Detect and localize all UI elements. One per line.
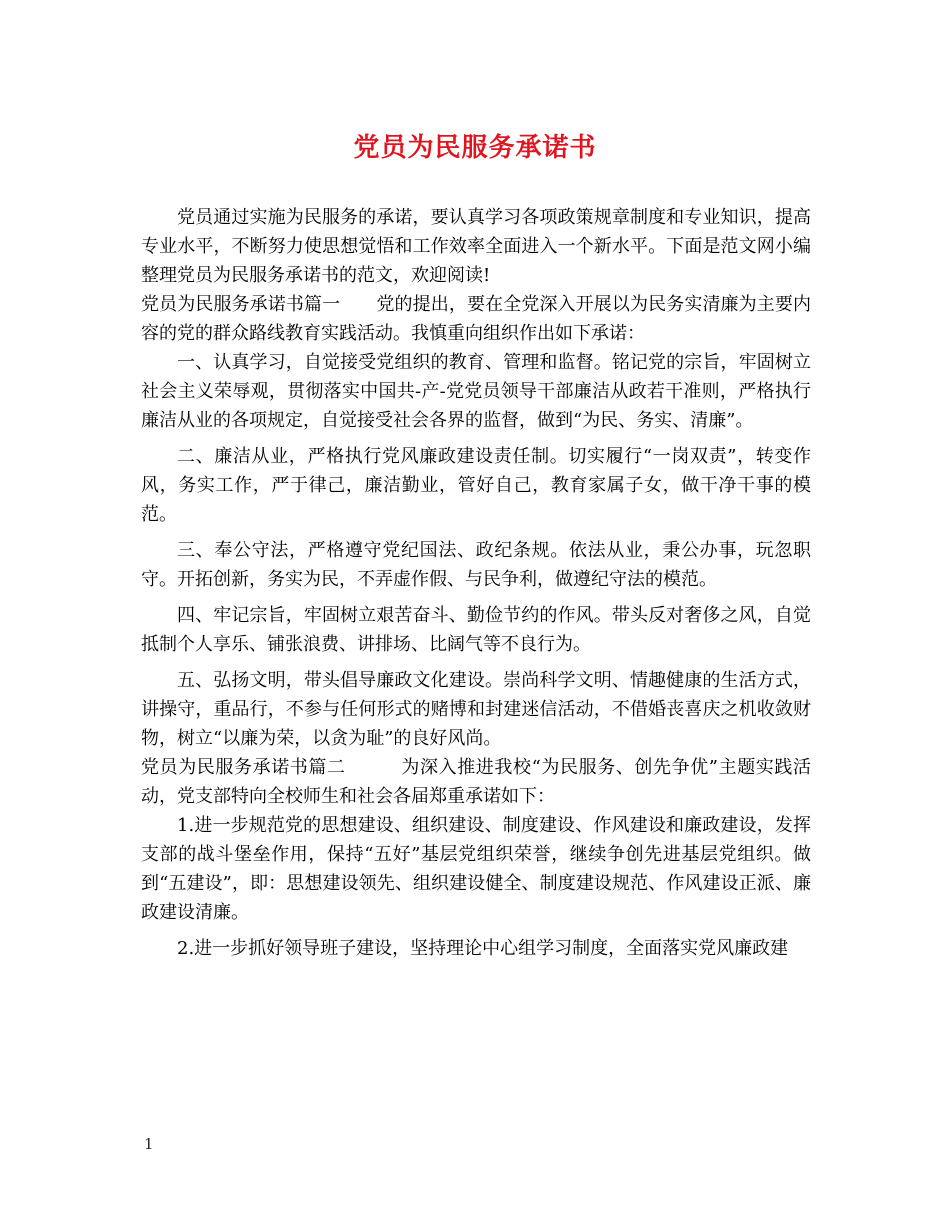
pledge-one-paragraph: 一、认真学习，自觉接受党组织的教育、管理和监督。铭记党的宗旨，牢固树立社会主义荣辱观，贯彻落实中国共-产-党党员领导干部廉洁从政若干准则，严格执行廉洁从业的各项规定，自觉接受社会各界的监督，做到“为民、务实、清廉”。 xyxy=(141,352,811,431)
pledge-three-paragraph: 三、奉公守法，严格遵守党纪国法、政纪条规。依法从业，秉公办事，玩忽职守。开拓创新，务实为民，不弄虚作假、与民争利，做遵纪守法的模范。 xyxy=(141,540,811,590)
pledge-five-paragraph: 五、弘扬文明，带头倡导廉政文化建设。崇尚科学文明、情趣健康的生活方式，讲操守，重品行，不参与任何形式的赌博和封建迷信活动，不借婚丧喜庆之机收敛财物，树立“以廉为荣，以贪为耻”的良好风尚。 xyxy=(141,670,811,749)
intro-paragraph: 党员通过实施为民服务的承诺，要认真学习各项政策规章制度和专业知识，提高专业水平，不断努力使思想觉悟和工作效率全面进入一个新水平。下面是范文网小编整理党员为民服务承诺书的范文，欢迎阅读! xyxy=(141,207,811,286)
item-two-paragraph: 2.进一步抓好领导班子建设，坚持理论中心组学习制度，全面落实党风廉政建 xyxy=(177,938,789,959)
section-one-heading-paragraph: 党员为民服务承诺书篇一 党的提出，要在全党深入开展以为民务实清廉为主要内容的党的群众路线教育实践活动。我慎重向组织作出如下承诺： xyxy=(141,294,811,344)
pledge-four-paragraph: 四、牢记宗旨，牢固树立艰苦奋斗、勤俭节约的作风。带头反对奢侈之风，自觉抵制个人享乐、铺张浪费、讲排场、比阔气等不良行为。 xyxy=(141,605,811,655)
section-two-heading-paragraph: 党员为民服务承诺书篇二 为深入推进我校“为民服务、创先争优”主题实践活动，党支部特向全校师生和社会各届郑重承诺如下： xyxy=(141,757,811,807)
page-number: 1 xyxy=(144,1135,154,1153)
document-title: 党员为民服务承诺书 xyxy=(353,133,597,163)
document-body xyxy=(141,203,811,963)
item-one-paragraph: 1.进一步规范党的思想建设、组织建设、制度建设、作风建设和廉政建设，发挥支部的战斗堡垒作用，保持“五好”基层党组织荣誉，继续争创先进基层党组织。做到“五建设”，即：思想建设领先、组织建设健全、制度建设规范、作风建设正派、廉政建设清廉。 xyxy=(141,815,811,923)
pledge-two-paragraph: 二、廉洁从业，严格执行党风廉政建设责任制。切实履行“一岗双责”，转变作风，务实工作，严于律己，廉洁勤业，管好自己，教育家属子女，做干净干事的模范。 xyxy=(141,446,811,525)
